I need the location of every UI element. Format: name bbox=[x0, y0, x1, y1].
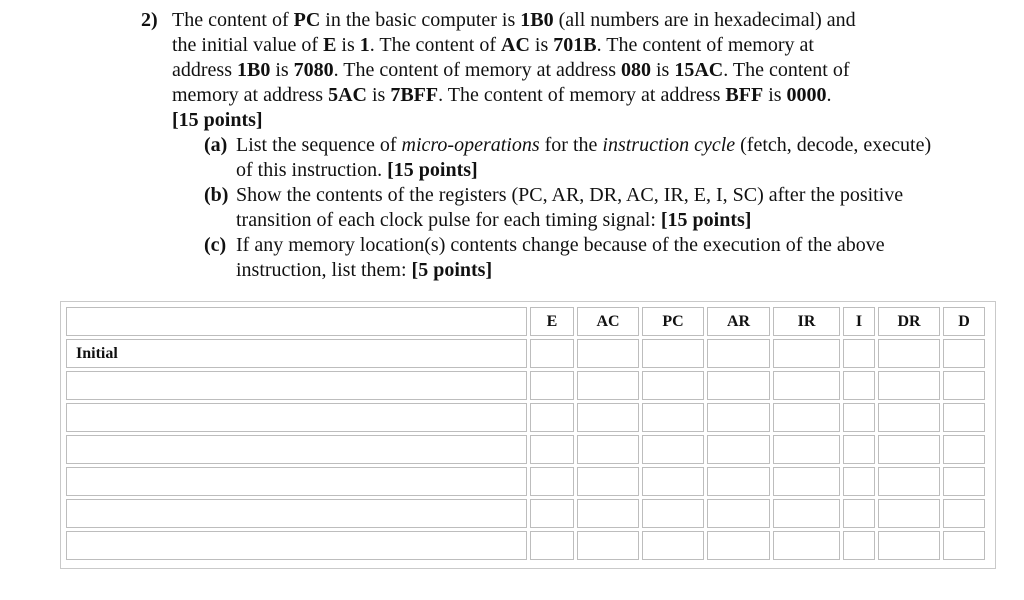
value-cell-dr bbox=[878, 531, 940, 560]
table-row bbox=[66, 499, 985, 528]
value-cell-e bbox=[530, 403, 574, 432]
row-label-cell bbox=[66, 403, 527, 432]
value-cell-dr bbox=[878, 339, 940, 368]
text-segment: 701B bbox=[553, 34, 597, 56]
header-cell-ir: IR bbox=[773, 307, 840, 336]
value-cell-d bbox=[943, 435, 985, 464]
problem-number: 2) bbox=[141, 9, 158, 31]
text-segment: 7080 bbox=[293, 59, 334, 81]
text-segment: 7BFF bbox=[390, 84, 439, 106]
row-label-cell bbox=[66, 371, 527, 400]
value-cell-pc bbox=[642, 403, 704, 432]
sub-question-text bbox=[236, 184, 903, 231]
value-cell-i bbox=[843, 403, 875, 432]
value-cell-i bbox=[843, 435, 875, 464]
header-cell-ac: AC bbox=[577, 307, 639, 336]
problem-intro bbox=[172, 8, 941, 133]
text-segment: AC bbox=[501, 34, 530, 56]
text-segment: If any memory location(s) contents change because of the execution of the above instruction, list them: bbox=[236, 234, 885, 281]
table-header-row bbox=[66, 307, 985, 336]
value-cell-ar bbox=[707, 403, 770, 432]
value-cell-i bbox=[843, 499, 875, 528]
sub-question-text bbox=[236, 234, 885, 281]
table-row bbox=[66, 467, 985, 496]
header-cell-blank bbox=[66, 307, 527, 336]
value-cell-dr bbox=[878, 467, 940, 496]
text-segment: the initial value of bbox=[172, 34, 324, 56]
text-segment: 080 bbox=[621, 59, 651, 81]
value-cell-ar bbox=[707, 371, 770, 400]
text-segment: [15 points] bbox=[172, 109, 263, 131]
value-cell-ac bbox=[577, 403, 639, 432]
text-segment: micro-operations bbox=[401, 134, 540, 156]
text-segment: . The content of bbox=[369, 34, 502, 56]
value-cell-e bbox=[530, 467, 574, 496]
value-cell-i bbox=[843, 531, 875, 560]
value-cell-ac bbox=[577, 531, 639, 560]
value-cell-pc bbox=[642, 499, 704, 528]
value-cell-ir bbox=[773, 435, 840, 464]
value-cell-d bbox=[943, 499, 985, 528]
sub-question-a bbox=[204, 133, 941, 183]
value-cell-d bbox=[943, 467, 985, 496]
value-cell-dr bbox=[878, 371, 940, 400]
value-cell-i bbox=[843, 467, 875, 496]
value-cell-ac bbox=[577, 499, 639, 528]
value-cell-ar bbox=[707, 467, 770, 496]
text-segment: . The content of bbox=[723, 59, 850, 81]
text-segment: E bbox=[323, 34, 337, 56]
sub-question-label: (a) bbox=[204, 134, 228, 156]
text-segment: in the basic computer is bbox=[320, 9, 521, 31]
value-cell-e bbox=[530, 499, 574, 528]
value-cell-i bbox=[843, 339, 875, 368]
value-cell-e bbox=[530, 531, 574, 560]
text-segment: 1 bbox=[359, 34, 370, 56]
value-cell-ir bbox=[773, 403, 840, 432]
text-segment: The content of bbox=[172, 9, 294, 31]
intro-line bbox=[172, 33, 941, 58]
text-segment: PC bbox=[293, 9, 321, 31]
table-row bbox=[66, 435, 985, 464]
table-row bbox=[66, 371, 985, 400]
value-cell-ar bbox=[707, 499, 770, 528]
value-cell-dr bbox=[878, 403, 940, 432]
value-cell-pc bbox=[642, 371, 704, 400]
value-cell-ar bbox=[707, 435, 770, 464]
value-cell-e bbox=[530, 435, 574, 464]
text-segment: [5 points] bbox=[411, 259, 493, 281]
value-cell-e bbox=[530, 339, 574, 368]
text-segment: is bbox=[651, 59, 675, 81]
value-cell-d bbox=[943, 531, 985, 560]
text-segment: 1B0 bbox=[520, 9, 554, 31]
sub-question-label: (c) bbox=[204, 234, 227, 256]
value-cell-e bbox=[530, 371, 574, 400]
table-row bbox=[66, 531, 985, 560]
value-cell-ir bbox=[773, 371, 840, 400]
value-cell-ar bbox=[707, 339, 770, 368]
header-cell-i: I bbox=[843, 307, 875, 336]
value-cell-ac bbox=[577, 339, 639, 368]
value-cell-pc bbox=[642, 467, 704, 496]
value-cell-dr bbox=[878, 435, 940, 464]
row-label-cell bbox=[66, 499, 527, 528]
value-cell-ac bbox=[577, 467, 639, 496]
text-segment: . The content of memory at bbox=[596, 34, 814, 56]
text-segment: is bbox=[366, 84, 391, 106]
value-cell-ir bbox=[773, 531, 840, 560]
text-segment: Show the contents of the registers (PC, AR, DR, AC, IR, E, I, SC) after the positive transition of each clock pulse for each timing signal: bbox=[236, 184, 904, 231]
text-segment: address bbox=[172, 59, 237, 81]
value-cell-ir bbox=[773, 499, 840, 528]
value-cell-ir bbox=[773, 339, 840, 368]
text-segment: memory at address bbox=[172, 84, 329, 106]
text-segment: BFF bbox=[725, 84, 764, 106]
text-segment: is bbox=[270, 59, 294, 81]
header-cell-ar: AR bbox=[707, 307, 770, 336]
text-segment: is bbox=[529, 34, 554, 56]
sub-question-c bbox=[204, 233, 941, 283]
sub-question-b bbox=[204, 183, 941, 233]
sub-questions bbox=[204, 133, 941, 283]
value-cell-pc bbox=[642, 531, 704, 560]
row-label-cell bbox=[66, 435, 527, 464]
intro-line bbox=[172, 8, 941, 33]
table-row bbox=[66, 403, 985, 432]
text-segment: . bbox=[826, 84, 832, 106]
intro-line bbox=[172, 58, 941, 83]
value-cell-pc bbox=[642, 339, 704, 368]
header-cell-d: D bbox=[943, 307, 985, 336]
text-segment: 5AC bbox=[328, 84, 367, 106]
text-segment: is bbox=[336, 34, 360, 56]
text-segment: 0000 bbox=[786, 84, 827, 106]
value-cell-ac bbox=[577, 371, 639, 400]
text-segment: (all numbers are in hexadecimal) and bbox=[553, 9, 856, 31]
register-table bbox=[63, 304, 988, 563]
text-segment: [15 points] bbox=[387, 159, 478, 181]
text-segment: 1B0 bbox=[236, 59, 271, 81]
text-segment: for the bbox=[539, 134, 603, 156]
row-label-cell: Initial bbox=[66, 339, 527, 368]
problem-statement bbox=[141, 8, 941, 303]
text-segment: (fetch, decode, execute) of this instruction. bbox=[236, 134, 932, 181]
value-cell-ac bbox=[577, 435, 639, 464]
value-cell-d bbox=[943, 403, 985, 432]
value-cell-i bbox=[843, 371, 875, 400]
text-segment: . The content of memory at address bbox=[333, 59, 621, 81]
value-cell-d bbox=[943, 371, 985, 400]
value-cell-ar bbox=[707, 531, 770, 560]
row-label-cell bbox=[66, 531, 527, 560]
sub-question-text bbox=[236, 134, 931, 181]
sub-question-label: (b) bbox=[204, 184, 229, 206]
text-segment: instruction cycle bbox=[602, 134, 736, 156]
value-cell-dr bbox=[878, 499, 940, 528]
text-segment: . The content of memory at address bbox=[438, 84, 726, 106]
register-table-frame bbox=[60, 301, 996, 569]
header-cell-dr: DR bbox=[878, 307, 940, 336]
header-cell-pc: PC bbox=[642, 307, 704, 336]
table-row bbox=[66, 339, 985, 368]
row-label-cell bbox=[66, 467, 527, 496]
text-segment: List the sequence of bbox=[236, 134, 402, 156]
value-cell-ir bbox=[773, 467, 840, 496]
value-cell-d bbox=[943, 339, 985, 368]
text-segment: [15 points] bbox=[660, 209, 752, 231]
value-cell-pc bbox=[642, 435, 704, 464]
intro-line bbox=[172, 108, 941, 133]
text-segment: 15AC bbox=[674, 59, 724, 81]
header-cell-e: E bbox=[530, 307, 574, 336]
text-segment: is bbox=[763, 84, 787, 106]
intro-line bbox=[172, 83, 941, 108]
